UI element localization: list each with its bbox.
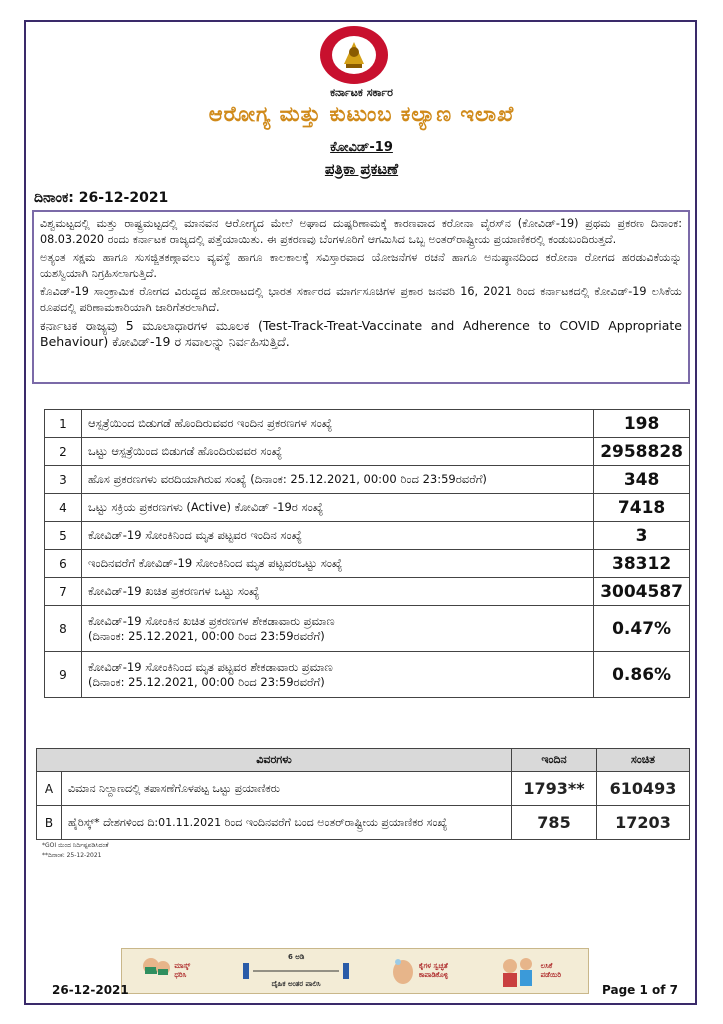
covid-appropriate-behaviour-banner [121,948,589,994]
row-label-text: ಕೋವಿಡ್-19 ಸೋಂಕಿನಿಂದ ಮೃತ ಪಟ್ಟವರ ಇಂದಿನ ಸಂಖ್ಯೆ [88,528,302,542]
row-today: 1793** [512,772,597,806]
vaccine-label: ಲಸಿಕೆ ಪಡೆಯಿರಿ [540,962,562,979]
row-today: 785 [512,806,597,840]
row-label [82,550,594,578]
row-number: 3 [45,466,82,494]
table-row [45,550,690,578]
row-label: B [37,806,62,840]
table-row [37,806,690,840]
row-desc: ವಿಮಾನ ನಿಲ್ದಾಣದಲ್ಲಿ ತಪಾಸಣೆಗೊಳಪಟ್ಟ ಒಟ್ಟು ಪ್ರಯಾಣಿಕರು [62,772,512,806]
row-label: A [37,772,62,806]
row-label-text: ಆಸ್ಪತ್ರೆಯಿಂದ ಬಿಡುಗಡೆ ಹೊಂದಿರುವವರ ಇಂದಿನ ಪ್ರಕರಣಗಳ ಸಂಖ್ಯೆ [88,416,333,430]
row-value: 3 [594,522,690,550]
row-value: 0.86% [594,652,690,698]
row-value: 7418 [594,494,690,522]
travel-table [36,748,690,840]
travel-header-cumulative: ಸಂಚಿತ [597,749,690,772]
press-release-heading: ಪತ್ರಿಕಾ ಪ್ರಕಟಣೆ [324,160,399,178]
row-number: 7 [45,578,82,606]
intro-paragraph: ಕೊವಿಡ್-19 ಸಾಂಕ್ರಾಮಿಕ ರೋಗದ ವಿರುದ್ಧದ ಹೋರಾಟದಲ್ಲಿ ಭಾರತ ಸರ್ಕಾರದ ಮಾರ್ಗಸೂಚಿಗಳ ಪ್ರಕಾರ ಜನವರಿ 16, 2021 ರಿಂದ ಕರ್ನಾಟಕದಲ್ಲಿ ಕೋವಿಡ್-19 ಲಸಿಕೆಯ ರೂಪದಲ್ಲಿ ಪರಿಣಾಮಕಾರಿಯಾಗಿ ಜಾರಿಗೆತರಲಾಗಿದೆ. [40,285,682,314]
intro-box [32,210,690,384]
row-label-text: ಇಂದಿನವರೆಗೆ ಕೋವಿಡ್-19 ಸೋಂಕಿನಿಂದ ಮೃತ ಪಟ್ಟವರಒಟ್ಟು ಸಂಖ್ಯೆ [88,556,343,570]
table-row [45,494,690,522]
travel-header-today: ಇಂದಿನ [512,749,597,772]
row-label-text: ಕೋವಿಡ್-19 ಸೋಂಕಿನ ಖಚಿತ ಪ್ರಕರಣಗಳ ಶೇಕಡಾವಾರು ಪ್ರಮಾಣ [88,613,335,628]
row-number: 9 [45,652,82,698]
hands-item [390,956,459,986]
table-row [45,606,690,652]
row-label [82,410,594,438]
row-number: 6 [45,550,82,578]
row-value: 198 [594,410,690,438]
government-title: ಕರ್ನಾಟಕ ಸರ್ಕಾರ [330,86,393,99]
table-row [45,652,690,698]
vaccine-item [498,954,569,988]
row-label [82,494,594,522]
release-date: ದಿನಾಂಕ: 26-12-2021 [34,190,169,206]
distance-item [241,953,351,989]
row-label-text: ಒಟ್ಟು ಆಸ್ಪತ್ರೆಯಿಂದ ಬಿಡುಗಡೆ ಹೊಂದಿರುವವರ ಸಂಖ್ಯೆ [88,444,283,458]
distance-caption: ದೈಹಿಕ ಅಂತರ ಪಾಲಿಸಿ [271,980,321,988]
row-value: 0.47% [594,606,690,652]
karnataka-emblem-icon [318,24,390,86]
footer-date: 26-12-2021 [52,983,129,997]
row-label-text: ಒಟ್ಟು ಸಕ್ರಿಯ ಪ್ರಕರಣಗಳು (Active) ಕೋವಿಡ್ -19ರ ಸಂಖ್ಯೆ [88,500,324,514]
handwash-icon [390,956,416,986]
footnote: *GOI ಯಿಂದ ನಿರ್ದಿಷ್ಟಪಡಿಸಿದಂತೆ [42,842,109,849]
row-label [82,606,594,652]
intro-paragraph: ಅತ್ಯಂತ ಸಕ್ಷಮ ಹಾಗೂ ಸುಸಜ್ಜಿತಕಣ್ಗಾವಲು ವ್ಯವಸ್ಥೆ ಹಾಗೂ ಕಾಲಕಾಲಕ್ಕೆ ಸವಿಸ್ತಾರವಾದ ಯೋಜನೆಗಳ ರಚನೆ ಹಾಗೂ ಅನುಷ್ಠಾನದಿಂದ ಕರೋನಾ ರೋಗದ ಹರಡುವಿಕೆಯನ್ನು ಯಶಸ್ವಿಯಾಗಿ ನಿಗ್ರಹಿಸಲಾಗುತ್ತಿದೆ. [40,251,682,280]
page-number: Page 1 of 7 [602,983,678,997]
row-number: 2 [45,438,82,466]
distance-icon [241,963,351,979]
travel-header-details: ವಿವರಗಳು [37,749,512,772]
table-row [37,772,690,806]
mask-item [141,954,202,988]
row-number: 4 [45,494,82,522]
row-label-subtext: (ದಿನಾಂಕ: 25.12.2021, 00:00 ರಿಂದ 23:59ರವರೆಗೆ) [88,674,325,689]
row-value: 3004587 [594,578,690,606]
department-title: ಆರೋಗ್ಯ ಮತ್ತು ಕುಟುಂಬ ಕಲ್ಯಾಣ ಇಲಾಖೆ [208,102,515,126]
row-value: 2958828 [594,438,690,466]
row-label-subtext: (ದಿನಾಂಕ: 25.12.2021, 00:00 ರಿಂದ 23:59ರವರೆಗೆ) [88,628,325,643]
row-label [82,578,594,606]
row-number: 5 [45,522,82,550]
row-label-text: ಕೋವಿಡ್-19 ಸೋಂಕಿನಿಂದ ಮೃತ ಪಟ್ಟವರ ಶೇಕಡಾವಾರು ಪ್ರಮಾಣ [88,659,333,674]
footnote: **ದಿನಾಂಕ: 25-12-2021 [42,852,102,859]
vaccine-icon [498,954,538,988]
distance-label: 6 ಅಡಿ [287,953,305,961]
row-value: 38312 [594,550,690,578]
row-label-text: ಹೊಸ ಪ್ರಕರಣಗಳು ವರದಿಯಾಗಿರುವ ಸಂಖ್ಯೆ (ದಿನಾಂಕ: 25.12.2021, 00:00 ರಿಂದ 23:59ರವರೆಗೆ) [88,472,487,486]
row-number: 1 [45,410,82,438]
row-label [82,522,594,550]
table-row [45,466,690,494]
table-row [45,522,690,550]
row-label [82,438,594,466]
covid-heading: ಕೋವಿಡ್-19 [330,140,393,155]
row-label-text: ಕೋವಿಡ್-19 ಖಚಿತ ಪ್ರಕರಣಗಳ ಒಟ್ಟು ಸಂಖ್ಯೆ [88,584,260,598]
row-cumulative: 610493 [597,772,690,806]
table-row [45,438,690,466]
hands-label: ಕೈಗಳ ಸ್ವಚ್ಛತೆ ಕಾಪಾಡಿಕೊಳ್ಳಿ [418,962,449,979]
covid-stats-table [44,409,690,698]
table-row [45,410,690,438]
mask-label: ಮಾಸ್ಕ್ ಧರಿಸಿ [174,962,191,979]
row-value: 348 [594,466,690,494]
row-label [82,466,594,494]
row-cumulative: 17203 [597,806,690,840]
table-row [45,578,690,606]
row-number: 8 [45,606,82,652]
mask-icon [141,954,171,988]
row-desc: ಹೈರಿಸ್ಕ್* ದೇಶಗಳಿಂದ ದಿ:01.11.2021 ರಿಂದ ಇಂದಿನವರೆಗೆ ಬಂದ ಅಂತರ್‌ರಾಷ್ಟ್ರೀಯ ಪ್ರಯಾಣಿಕರ ಸಂಖ್ಯೆ [62,806,512,840]
row-label [82,652,594,698]
intro-paragraph: ಕರ್ನಾಟಕ ರಾಜ್ಯವು 5 ಮೂಲಾಧಾರಗಳ ಮೂಲಕ (Test-Track-Treat-Vaccinate and Adherence to COVID Appropriate Behaviour) ಕೋವಿಡ್-19 ರ ಸವಾಲನ್ನು ನಿರ್ವಹಿಸುತ್ತಿದೆ. [40,318,682,349]
intro-paragraph: ವಿಶ್ವಮಟ್ಟದಲ್ಲಿ ಮತ್ತು ರಾಷ್ಟ್ರಮಟ್ಟದಲ್ಲಿ ಮಾನವನ ಆರೋಗ್ಯದ ಮೇಲೆ ಅಘಾದ ದುಷ್ಪರಿಣಾಮಕ್ಕೆ ಕಾರಣವಾದ ಕರೋನಾ ವೈರಸ್‌ನ (ಕೋವಿಡ್-19) ಪ್ರಥಮ ಪ್ರಕರಣ ದಿನಾಂಕ: 08.03.2020 ರಂದು ಕರ್ನಾಟಕ ರಾಜ್ಯದಲ್ಲಿ ಪತ್ತೆಯಾಯಿತು. ಈ ಪ್ರಕರಣವು ಬೆಂಗಳೂರಿಗೆ ಆಗಮಿಸಿದ ಒಬ್ಬ ಅಂತರ್‌ರಾಷ್ಟ್ರೀಯ ಪ್ರಯಾಣಿಕರಲ್ಲಿ ಕಂಡುಬಂದಿರುತ್ತದೆ. [40,217,682,246]
